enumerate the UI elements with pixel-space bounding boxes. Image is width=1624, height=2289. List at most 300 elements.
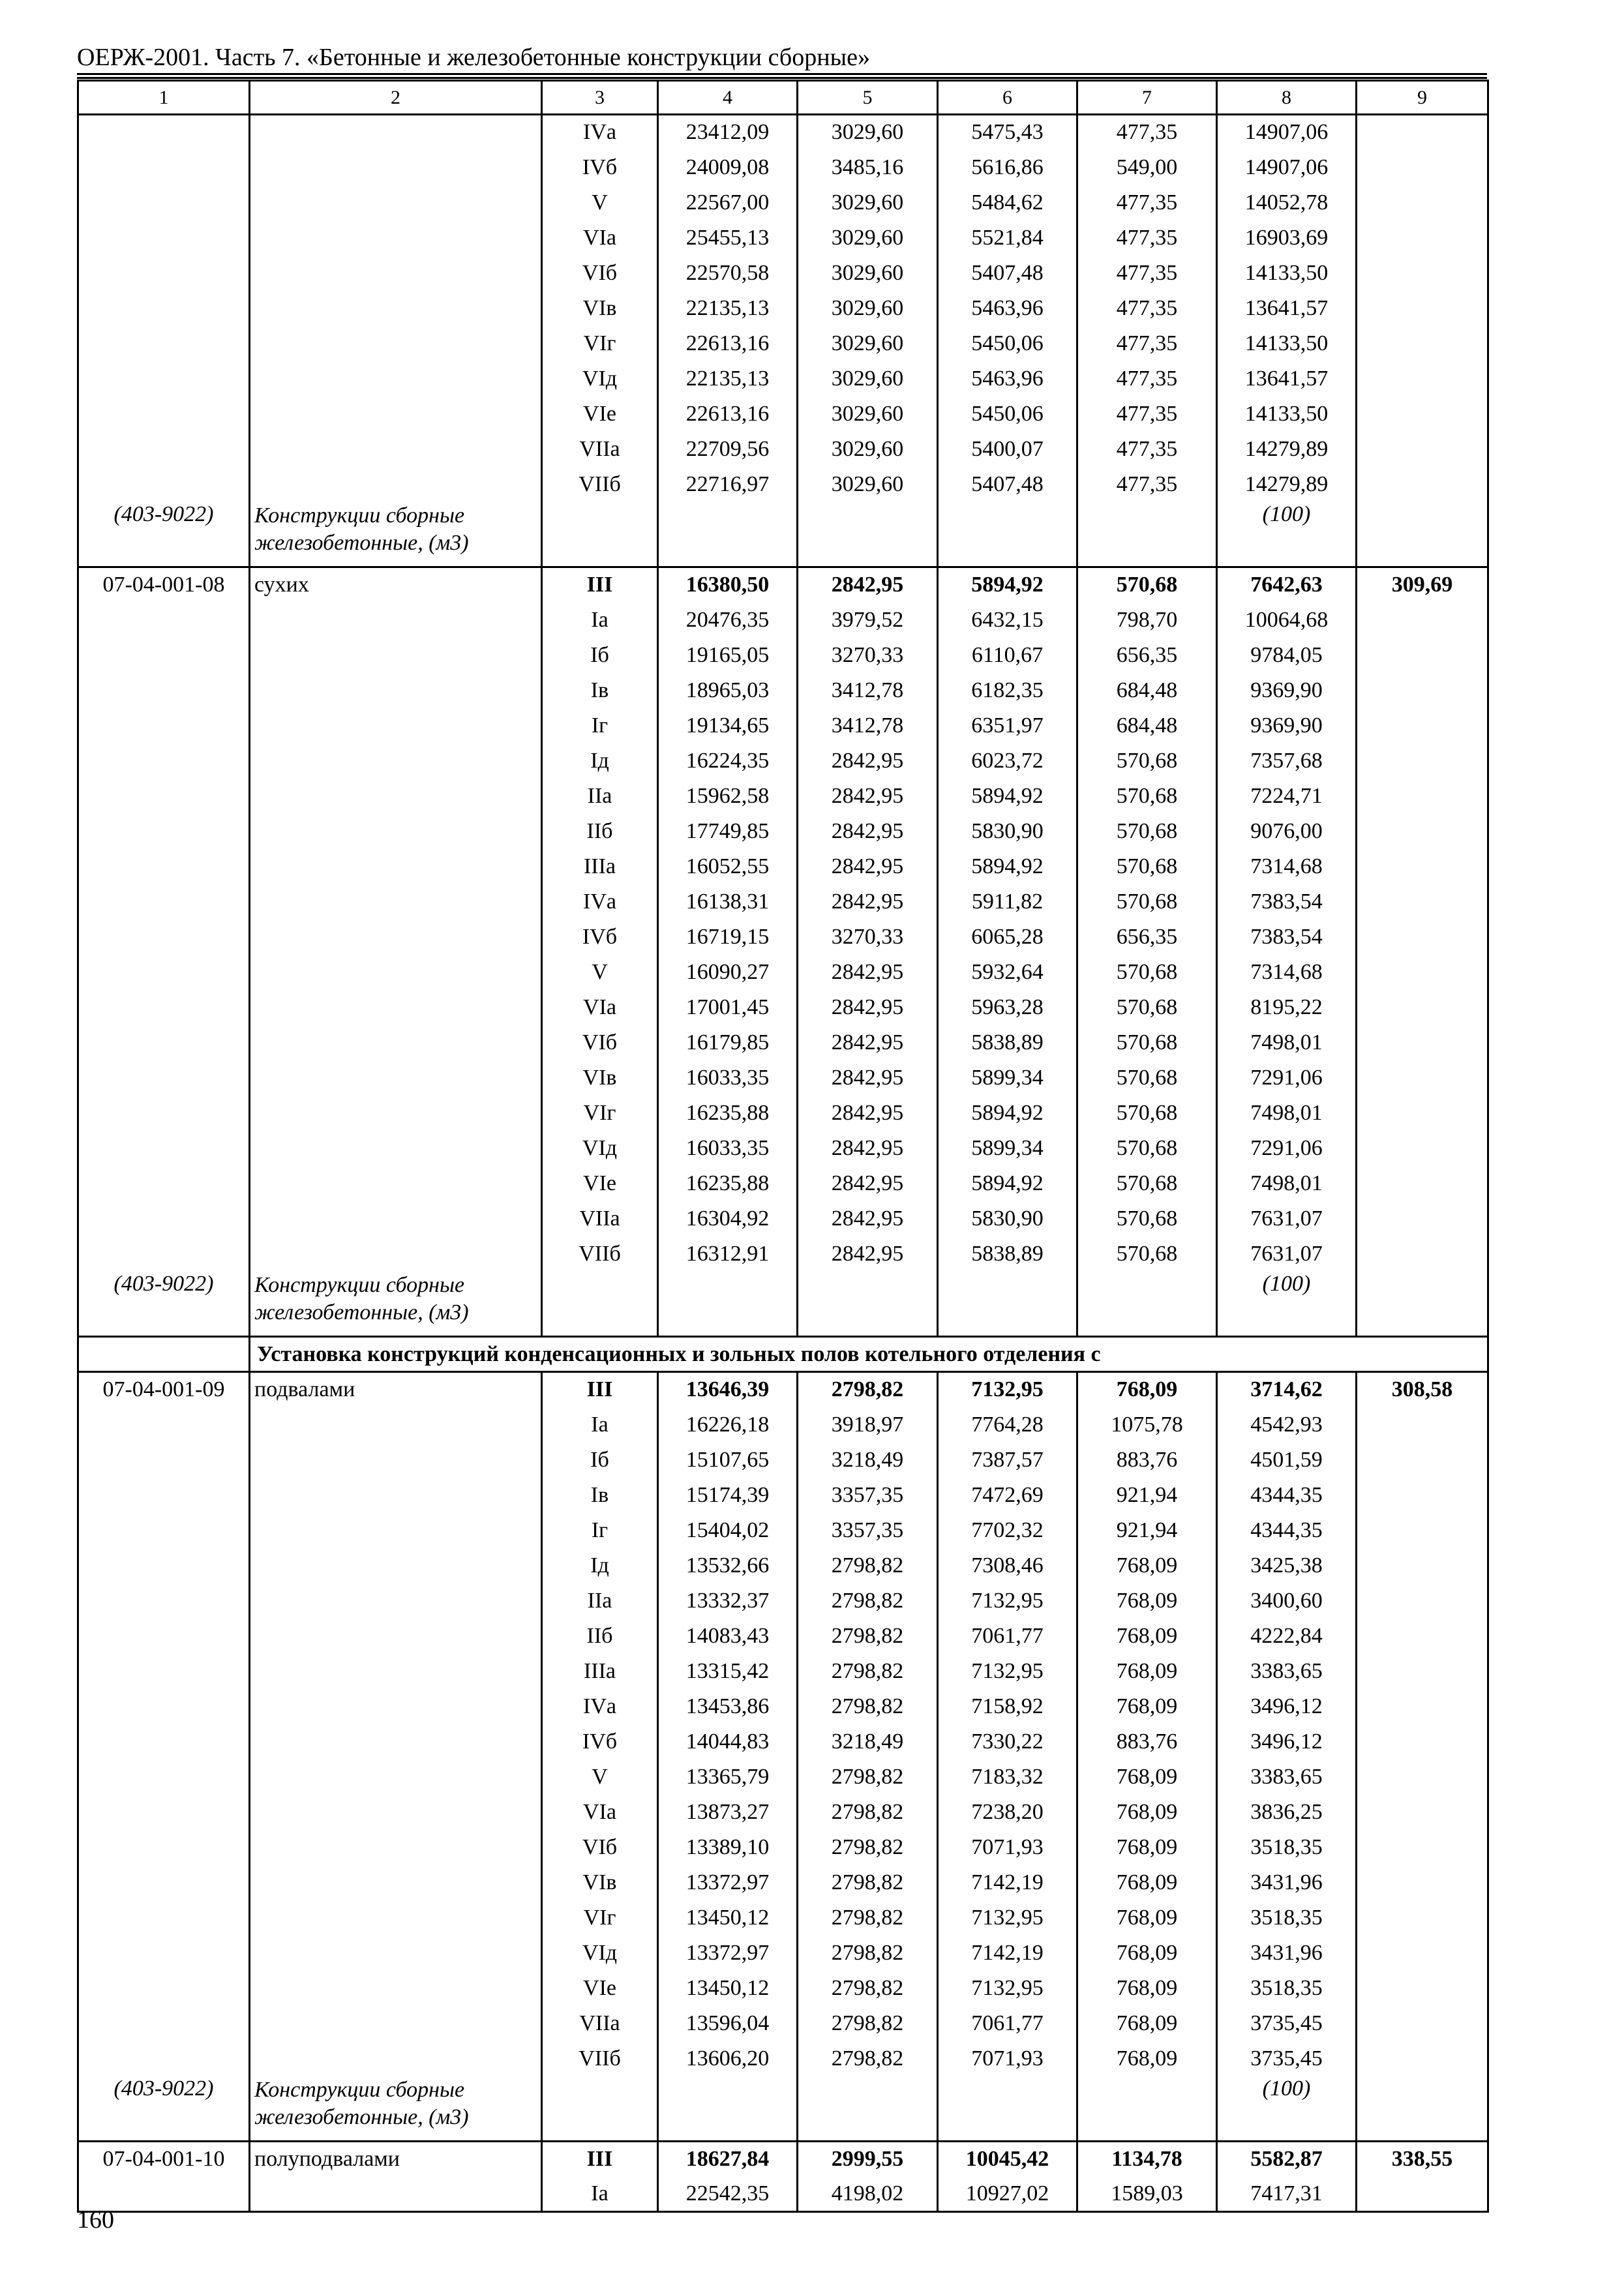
labor-cost-cell: 2842,95 — [798, 1166, 938, 1201]
materials-cost-cell: 14907,06 — [1217, 150, 1357, 185]
machine-cost-cell: 7132,95 — [938, 1372, 1077, 1407]
total-cost-cell: 16138,31 — [658, 884, 798, 920]
operator-wage-cell: 768,09 — [1077, 1830, 1217, 1865]
materials-cost-cell: 14133,50 — [1217, 256, 1357, 291]
region-zone-cell: Iа — [542, 2177, 658, 2212]
table-row — [78, 708, 1488, 743]
total-cost-cell: 16380,50 — [658, 567, 798, 603]
operator-wage-cell: 477,35 — [1077, 185, 1217, 220]
rate-main-row — [78, 1372, 1488, 1407]
work-name-cell — [250, 1971, 542, 2006]
rate-code-cell — [78, 1724, 250, 1759]
operator-wage-cell — [1077, 502, 1217, 567]
work-name-cell — [250, 1865, 542, 1900]
labor-cost-cell: 2798,82 — [798, 1936, 938, 1971]
rate-code-cell — [78, 884, 250, 920]
rate-code-cell — [78, 1166, 250, 1201]
table-row — [78, 1936, 1488, 1971]
work-name-cell — [250, 920, 542, 955]
materials-cost-cell: 7498,01 — [1217, 1025, 1357, 1060]
labor-cost-cell: 2798,82 — [798, 1900, 938, 1936]
header-rule — [77, 73, 1487, 75]
total-cost-cell — [658, 502, 798, 567]
rate-code-cell — [78, 603, 250, 638]
work-name-cell — [250, 1443, 542, 1478]
materials-cost-cell: 7314,68 — [1217, 849, 1357, 884]
labor-hours-cell — [1357, 708, 1488, 743]
labor-hours-cell — [1357, 743, 1488, 779]
machine-cost-cell: 5963,28 — [938, 990, 1077, 1025]
table-row — [78, 673, 1488, 708]
materials-cost-cell: 14279,89 — [1217, 432, 1357, 467]
region-zone-cell: VIг — [542, 326, 658, 361]
materials-cost-cell: (100) — [1217, 502, 1357, 567]
labor-hours-cell — [1357, 1272, 1488, 1337]
materials-cost-cell: 3383,65 — [1217, 1759, 1357, 1795]
work-name-cell — [250, 1236, 542, 1272]
rate-code-cell — [78, 1131, 250, 1166]
work-name-cell — [250, 708, 542, 743]
labor-cost-cell: 3029,60 — [798, 467, 938, 502]
materials-cost-cell: 13641,57 — [1217, 361, 1357, 396]
region-zone-cell: IVа — [542, 115, 658, 150]
total-cost-cell: 14083,43 — [658, 1619, 798, 1654]
labor-cost-cell: 2798,82 — [798, 1619, 938, 1654]
rate-code-cell — [78, 990, 250, 1025]
region-zone-cell: VIд — [542, 1131, 658, 1166]
materials-cost-cell: 7631,07 — [1217, 1236, 1357, 1272]
operator-wage-cell: 768,09 — [1077, 1372, 1217, 1407]
total-cost-cell: 13596,04 — [658, 2006, 798, 2041]
machine-cost-cell: 6023,72 — [938, 743, 1077, 779]
rate-code-cell — [78, 1407, 250, 1443]
table-body — [78, 81, 1488, 2212]
operator-wage-cell: 921,94 — [1077, 1478, 1217, 1513]
materials-cost-cell: 5582,87 — [1217, 2142, 1357, 2177]
region-zone-cell: Iв — [542, 1478, 658, 1513]
materials-cost-cell: 8195,22 — [1217, 990, 1357, 1025]
operator-wage-cell: 570,68 — [1077, 814, 1217, 849]
labor-cost-cell: 3029,60 — [798, 220, 938, 256]
table-row — [78, 990, 1488, 1025]
rate-code-cell — [78, 673, 250, 708]
machine-cost-cell: 5450,06 — [938, 326, 1077, 361]
machine-cost-cell: 5830,90 — [938, 1201, 1077, 1236]
table-row — [78, 743, 1488, 779]
work-name-cell: сухих — [250, 567, 542, 603]
resource-note-row — [78, 2076, 1488, 2142]
materials-cost-cell: 14279,89 — [1217, 467, 1357, 502]
work-name-cell — [250, 1025, 542, 1060]
region-zone-cell: VIд — [542, 1936, 658, 1971]
price-table — [77, 80, 1489, 2213]
machine-cost-cell: 7132,95 — [938, 1654, 1077, 1689]
materials-cost-cell: 10064,68 — [1217, 603, 1357, 638]
operator-wage-cell: 570,68 — [1077, 1236, 1217, 1272]
rate-code-cell — [78, 256, 250, 291]
total-cost-cell — [658, 2076, 798, 2142]
work-name-cell: полуподвалами — [250, 2142, 542, 2177]
work-name-cell — [250, 849, 542, 884]
machine-cost-cell: 5400,07 — [938, 432, 1077, 467]
region-zone-cell: V — [542, 1759, 658, 1795]
labor-cost-cell: 2842,95 — [798, 1131, 938, 1166]
total-cost-cell: 22570,58 — [658, 256, 798, 291]
work-name-cell — [250, 638, 542, 673]
table-row — [78, 1759, 1488, 1795]
operator-wage-cell: 768,09 — [1077, 1795, 1217, 1830]
total-cost-cell: 15962,58 — [658, 779, 798, 814]
labor-hours-cell — [1357, 779, 1488, 814]
materials-cost-cell: 7642,63 — [1217, 567, 1357, 603]
materials-cost-cell: 3383,65 — [1217, 1654, 1357, 1689]
materials-cost-cell: 3431,96 — [1217, 1936, 1357, 1971]
table-row — [78, 779, 1488, 814]
rate-code-cell — [78, 779, 250, 814]
machine-cost-cell: 7472,69 — [938, 1478, 1077, 1513]
table-row — [78, 2041, 1488, 2076]
table-row — [78, 849, 1488, 884]
table-row — [78, 1513, 1488, 1548]
table-row — [78, 115, 1488, 150]
materials-cost-cell: 3735,45 — [1217, 2006, 1357, 2041]
materials-cost-cell: 7383,54 — [1217, 920, 1357, 955]
materials-cost-cell: 3518,35 — [1217, 1830, 1357, 1865]
total-cost-cell: 18627,84 — [658, 2142, 798, 2177]
materials-cost-cell: 7631,07 — [1217, 1201, 1357, 1236]
operator-wage-cell: 768,09 — [1077, 1759, 1217, 1795]
labor-hours-cell — [1357, 2006, 1488, 2041]
machine-cost-cell: 5894,92 — [938, 779, 1077, 814]
materials-cost-cell: 13641,57 — [1217, 291, 1357, 326]
total-cost-cell: 17001,45 — [658, 990, 798, 1025]
machine-cost-cell: 10045,42 — [938, 2142, 1077, 2177]
work-name-cell — [250, 1096, 542, 1131]
work-name-cell — [250, 1131, 542, 1166]
page-number: 160 — [77, 2206, 114, 2234]
materials-cost-cell: 3518,35 — [1217, 1971, 1357, 2006]
labor-cost-cell — [798, 1272, 938, 1337]
total-cost-cell: 16235,88 — [658, 1096, 798, 1131]
total-cost-cell: 13389,10 — [658, 1830, 798, 1865]
rate-code-cell: 07-04-001-08 — [78, 567, 250, 603]
labor-hours-cell — [1357, 1936, 1488, 1971]
rate-code-cell: 07-04-001-09 — [78, 1372, 250, 1407]
operator-wage-cell: 477,35 — [1077, 115, 1217, 150]
machine-cost-cell: 7132,95 — [938, 1583, 1077, 1619]
labor-cost-cell: 2842,95 — [798, 1060, 938, 1096]
operator-wage-cell: 768,09 — [1077, 2041, 1217, 2076]
work-name-cell — [250, 779, 542, 814]
materials-cost-cell: 7357,68 — [1217, 743, 1357, 779]
column-number-cell: 1 — [78, 81, 250, 115]
region-zone-cell: VIа — [542, 990, 658, 1025]
operator-wage-cell: 1075,78 — [1077, 1407, 1217, 1443]
labor-cost-cell: 2798,82 — [798, 1971, 938, 2006]
materials-cost-cell: 14133,50 — [1217, 396, 1357, 432]
labor-hours-cell — [1357, 1513, 1488, 1548]
labor-hours-cell — [1357, 1096, 1488, 1131]
machine-cost-cell: 5899,34 — [938, 1060, 1077, 1096]
column-number-cell: 7 — [1077, 81, 1217, 115]
column-number-cell: 3 — [542, 81, 658, 115]
total-cost-cell: 22135,13 — [658, 291, 798, 326]
rate-code-cell — [78, 1795, 250, 1830]
machine-cost-cell: 5838,89 — [938, 1236, 1077, 1272]
total-cost-cell: 14044,83 — [658, 1724, 798, 1759]
work-name-cell — [250, 1166, 542, 1201]
region-zone-cell: Iв — [542, 673, 658, 708]
operator-wage-cell: 570,68 — [1077, 1131, 1217, 1166]
table-row — [78, 920, 1488, 955]
operator-wage-cell: 1589,03 — [1077, 2177, 1217, 2212]
labor-hours-cell — [1357, 849, 1488, 884]
operator-wage-cell: 477,35 — [1077, 256, 1217, 291]
rate-code-cell — [78, 1060, 250, 1096]
table-row — [78, 1689, 1488, 1724]
labor-cost-cell: 3412,78 — [798, 708, 938, 743]
materials-cost-cell: 7383,54 — [1217, 884, 1357, 920]
region-zone-cell: VIIа — [542, 432, 658, 467]
rate-code-cell — [78, 743, 250, 779]
table-row — [78, 1060, 1488, 1096]
region-zone-cell: VIе — [542, 396, 658, 432]
labor-cost-cell: 3218,49 — [798, 1443, 938, 1478]
table-row — [78, 1619, 1488, 1654]
operator-wage-cell: 798,70 — [1077, 603, 1217, 638]
labor-cost-cell: 3270,33 — [798, 638, 938, 673]
table-row — [78, 814, 1488, 849]
labor-cost-cell: 2842,95 — [798, 567, 938, 603]
labor-cost-cell: 2842,95 — [798, 743, 938, 779]
region-zone-cell: IIа — [542, 1583, 658, 1619]
operator-wage-cell: 921,94 — [1077, 1513, 1217, 1548]
operator-wage-cell — [1077, 1272, 1217, 1337]
labor-hours-cell: 338,55 — [1357, 2142, 1488, 2177]
operator-wage-cell: 570,68 — [1077, 1025, 1217, 1060]
total-cost-cell: 17749,85 — [658, 814, 798, 849]
machine-cost-cell — [938, 1272, 1077, 1337]
total-cost-cell: 16235,88 — [658, 1166, 798, 1201]
operator-wage-cell: 883,76 — [1077, 1443, 1217, 1478]
rate-main-row — [78, 2142, 1488, 2177]
column-number-cell: 8 — [1217, 81, 1357, 115]
labor-hours-cell — [1357, 990, 1488, 1025]
region-zone-cell: Iг — [542, 708, 658, 743]
labor-cost-cell: 2842,95 — [798, 849, 938, 884]
region-zone-cell: VIд — [542, 361, 658, 396]
labor-cost-cell: 3029,60 — [798, 115, 938, 150]
region-zone-cell: IIIа — [542, 1654, 658, 1689]
labor-cost-cell: 2798,82 — [798, 2041, 938, 2076]
total-cost-cell: 22716,97 — [658, 467, 798, 502]
work-name-cell — [250, 884, 542, 920]
labor-hours-cell — [1357, 291, 1488, 326]
labor-cost-cell: 2842,95 — [798, 990, 938, 1025]
machine-cost-cell: 5932,64 — [938, 955, 1077, 990]
materials-cost-cell: 14052,78 — [1217, 185, 1357, 220]
labor-hours-cell: 308,58 — [1357, 1372, 1488, 1407]
region-zone-cell: Iг — [542, 1513, 658, 1548]
rate-code-cell — [78, 115, 250, 150]
work-name-cell: Конструкции сборные железобетонные, (м3) — [250, 502, 542, 567]
labor-hours-cell — [1357, 256, 1488, 291]
table-row — [78, 1407, 1488, 1443]
region-zone-cell: VIIа — [542, 1201, 658, 1236]
machine-cost-cell: 5616,86 — [938, 150, 1077, 185]
table-row — [78, 1096, 1488, 1131]
column-number-row — [78, 81, 1488, 115]
labor-hours-cell — [1357, 1025, 1488, 1060]
table-row — [78, 1830, 1488, 1865]
materials-cost-cell: 7314,68 — [1217, 955, 1357, 990]
table-row — [78, 1900, 1488, 1936]
labor-hours-cell — [1357, 1443, 1488, 1478]
operator-wage-cell: 570,68 — [1077, 849, 1217, 884]
work-name-cell — [250, 115, 542, 150]
labor-hours-cell — [1357, 432, 1488, 467]
labor-cost-cell: 2842,95 — [798, 884, 938, 920]
machine-cost-cell: 7071,93 — [938, 1830, 1077, 1865]
machine-cost-cell: 6432,15 — [938, 603, 1077, 638]
table-row — [78, 603, 1488, 638]
total-cost-cell: 22613,16 — [658, 326, 798, 361]
table-row — [78, 884, 1488, 920]
labor-hours-cell — [1357, 955, 1488, 990]
rate-code-cell — [78, 1025, 250, 1060]
materials-cost-cell: 9076,00 — [1217, 814, 1357, 849]
total-cost-cell: 16226,18 — [658, 1407, 798, 1443]
operator-wage-cell: 768,09 — [1077, 1971, 1217, 2006]
labor-cost-cell: 2842,95 — [798, 955, 938, 990]
table-row — [78, 1478, 1488, 1513]
labor-cost-cell: 2842,95 — [798, 1201, 938, 1236]
labor-cost-cell: 2798,82 — [798, 1689, 938, 1724]
materials-cost-cell: 7498,01 — [1217, 1166, 1357, 1201]
work-name-cell — [250, 2041, 542, 2076]
operator-wage-cell: 883,76 — [1077, 1724, 1217, 1759]
total-cost-cell: 16052,55 — [658, 849, 798, 884]
table-row — [78, 1548, 1488, 1583]
table-row — [78, 1166, 1488, 1201]
machine-cost-cell: 7071,93 — [938, 2041, 1077, 2076]
region-zone-cell: VIIб — [542, 467, 658, 502]
materials-cost-cell: 7224,71 — [1217, 779, 1357, 814]
labor-cost-cell: 2798,82 — [798, 1548, 938, 1583]
resource-note-row — [78, 1272, 1488, 1337]
machine-cost-cell: 6351,97 — [938, 708, 1077, 743]
work-name-cell — [250, 467, 542, 502]
total-cost-cell: 19134,65 — [658, 708, 798, 743]
machine-cost-cell: 7764,28 — [938, 1407, 1077, 1443]
operator-wage-cell: 1134,78 — [1077, 2142, 1217, 2177]
region-zone-cell — [542, 2076, 658, 2142]
table-row — [78, 256, 1488, 291]
labor-hours-cell — [1357, 1236, 1488, 1272]
table-row — [78, 220, 1488, 256]
labor-cost-cell: 3029,60 — [798, 185, 938, 220]
labor-hours-cell — [1357, 920, 1488, 955]
machine-cost-cell: 7330,22 — [938, 1724, 1077, 1759]
operator-wage-cell — [1077, 2076, 1217, 2142]
labor-cost-cell: 2842,95 — [798, 1236, 938, 1272]
work-name-cell — [250, 603, 542, 638]
machine-cost-cell: 10927,02 — [938, 2177, 1077, 2212]
labor-hours-cell — [1357, 1654, 1488, 1689]
total-cost-cell: 22709,56 — [658, 432, 798, 467]
materials-cost-cell: 4222,84 — [1217, 1619, 1357, 1654]
materials-cost-cell: 3714,62 — [1217, 1372, 1357, 1407]
region-zone-cell: VIа — [542, 1795, 658, 1830]
table-row — [78, 150, 1488, 185]
operator-wage-cell: 768,09 — [1077, 1619, 1217, 1654]
materials-cost-cell: 3425,38 — [1217, 1548, 1357, 1583]
total-cost-cell: 13365,79 — [658, 1759, 798, 1795]
labor-hours-cell — [1357, 814, 1488, 849]
machine-cost-cell: 5894,92 — [938, 849, 1077, 884]
operator-wage-cell: 768,09 — [1077, 1689, 1217, 1724]
materials-cost-cell: 9369,90 — [1217, 708, 1357, 743]
total-cost-cell: 19165,05 — [658, 638, 798, 673]
operator-wage-cell: 570,68 — [1077, 743, 1217, 779]
rate-code-cell — [78, 326, 250, 361]
work-name-cell: Конструкции сборные железобетонные, (м3) — [250, 1272, 542, 1337]
table-row — [78, 291, 1488, 326]
labor-hours-cell — [1357, 1619, 1488, 1654]
labor-cost-cell — [798, 502, 938, 567]
region-zone-cell: Iб — [542, 1443, 658, 1478]
total-cost-cell: 16090,27 — [658, 955, 798, 990]
total-cost-cell: 13315,42 — [658, 1654, 798, 1689]
total-cost-cell: 24009,08 — [658, 150, 798, 185]
materials-cost-cell: 3400,60 — [1217, 1583, 1357, 1619]
machine-cost-cell: 5899,34 — [938, 1131, 1077, 1166]
operator-wage-cell: 768,09 — [1077, 1936, 1217, 1971]
labor-cost-cell: 2999,55 — [798, 2142, 938, 2177]
labor-hours-cell — [1357, 603, 1488, 638]
machine-cost-cell — [938, 502, 1077, 567]
resource-note-row — [78, 502, 1488, 567]
labor-hours-cell — [1357, 673, 1488, 708]
rate-code-cell — [78, 1201, 250, 1236]
work-name-cell — [250, 1654, 542, 1689]
column-number-cell: 5 — [798, 81, 938, 115]
labor-cost-cell: 2842,95 — [798, 814, 938, 849]
work-name-cell — [250, 150, 542, 185]
table-row — [78, 432, 1488, 467]
rate-code-cell — [78, 849, 250, 884]
labor-cost-cell: 2798,82 — [798, 1830, 938, 1865]
operator-wage-cell: 477,35 — [1077, 326, 1217, 361]
machine-cost-cell: 7238,20 — [938, 1795, 1077, 1830]
table-row — [78, 185, 1488, 220]
machine-cost-cell: 7061,77 — [938, 1619, 1077, 1654]
work-name-cell — [250, 743, 542, 779]
rate-code-cell — [78, 1865, 250, 1900]
table-row — [78, 1865, 1488, 1900]
materials-cost-cell: (100) — [1217, 2076, 1357, 2142]
labor-hours-cell — [1357, 884, 1488, 920]
labor-hours-cell — [1357, 1759, 1488, 1795]
region-zone-cell: IVб — [542, 1724, 658, 1759]
table-row — [78, 1971, 1488, 2006]
labor-hours-cell — [1357, 1548, 1488, 1583]
operator-wage-cell: 768,09 — [1077, 1583, 1217, 1619]
labor-cost-cell: 3029,60 — [798, 396, 938, 432]
machine-cost-cell: 5407,48 — [938, 256, 1077, 291]
labor-cost-cell: 2798,82 — [798, 1583, 938, 1619]
labor-cost-cell: 2798,82 — [798, 1372, 938, 1407]
